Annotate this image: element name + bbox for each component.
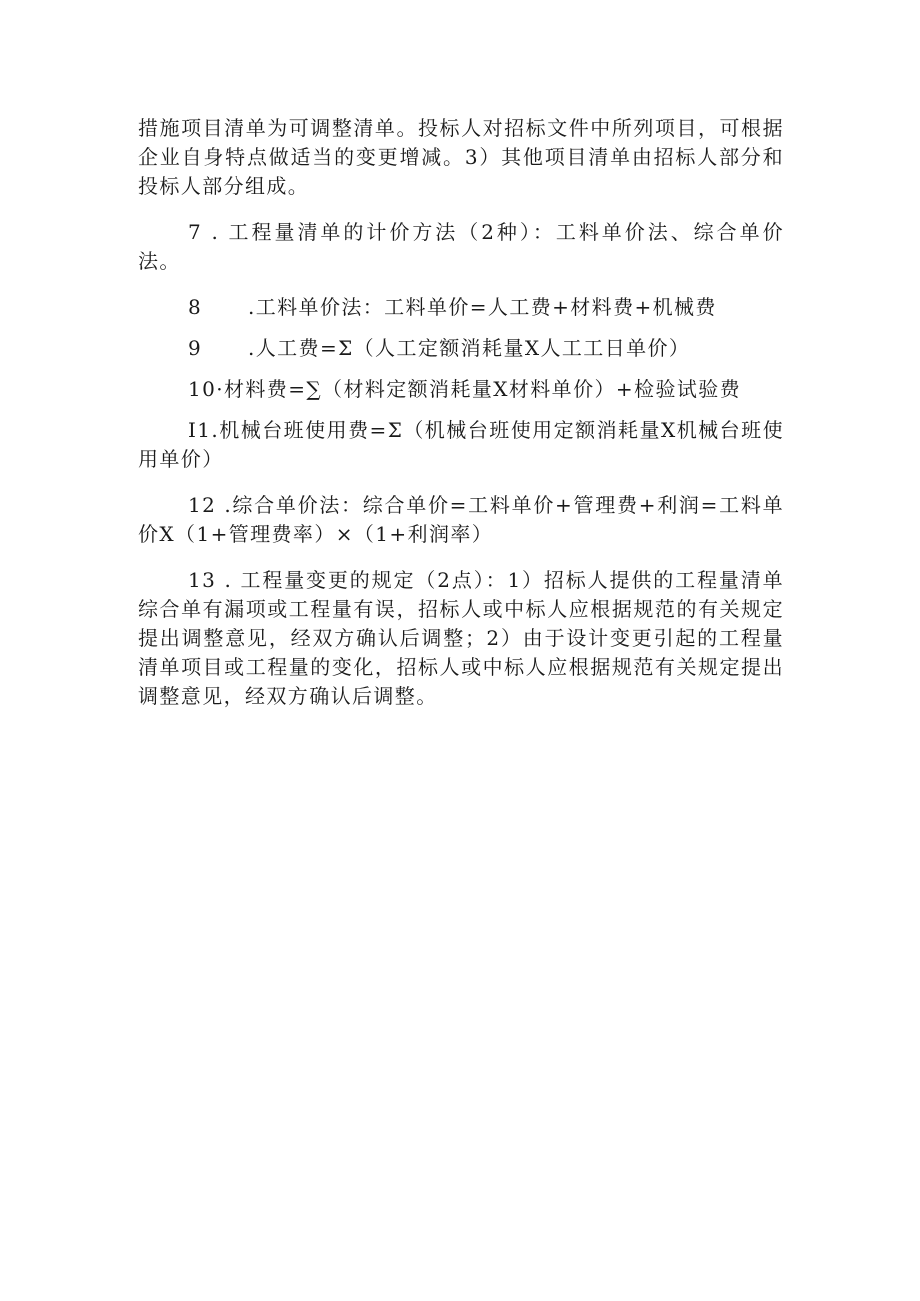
- item-8-number: 8: [188, 295, 203, 319]
- paragraph-item-13: 13 . 工程量变更的规定（2点）：1）招标人提供的工程量清单综合单有漏项或工程量有误，招标人或中标人应根据规范的有关规定提出调整意见，经双方确认后调整；2）由于设计变更引起的工程量清单项目或工程量的变化，招标人或中标人应根据规范有关规定提出调整意见，经双方确认后调整。: [138, 568, 784, 708]
- paragraph-item-11: I1.机械台班使用费=Σ（机械台班使用定额消耗量X机械台班使用单价）: [138, 418, 784, 471]
- item-9-number: 9: [188, 336, 203, 360]
- paragraph-item-9: [138, 334, 784, 363]
- item-8-text: .工料单价法：工料单价=人工费+材料费+机械费: [248, 295, 717, 319]
- paragraph-item-7: 7 . 工程量清单的计价方法（2种）：工料单价法、综合单价法。: [138, 220, 784, 273]
- paragraph-item-12: 12 .综合单价法：综合单价=工料单价+管理费+利润=工料单价X（1+管理费率）×（1+利润率）: [138, 493, 784, 546]
- paragraph-item-10: 10·材料费=∑（材料定额消耗量X材料单价）+检验试验费: [188, 377, 742, 401]
- paragraph-item-8: [138, 293, 784, 322]
- paragraph-measures-list: 措施项目清单为可调整清单。投标人对招标文件中所列项目，可根据企业自身特点做适当的变更增减。3）其他项目清单由招标人部分和投标人部分组成。: [138, 116, 784, 198]
- document-page: [138, 114, 784, 711]
- item-9-text: .人工费=Σ（人工定额消耗量X人工工日单价）: [248, 336, 691, 360]
